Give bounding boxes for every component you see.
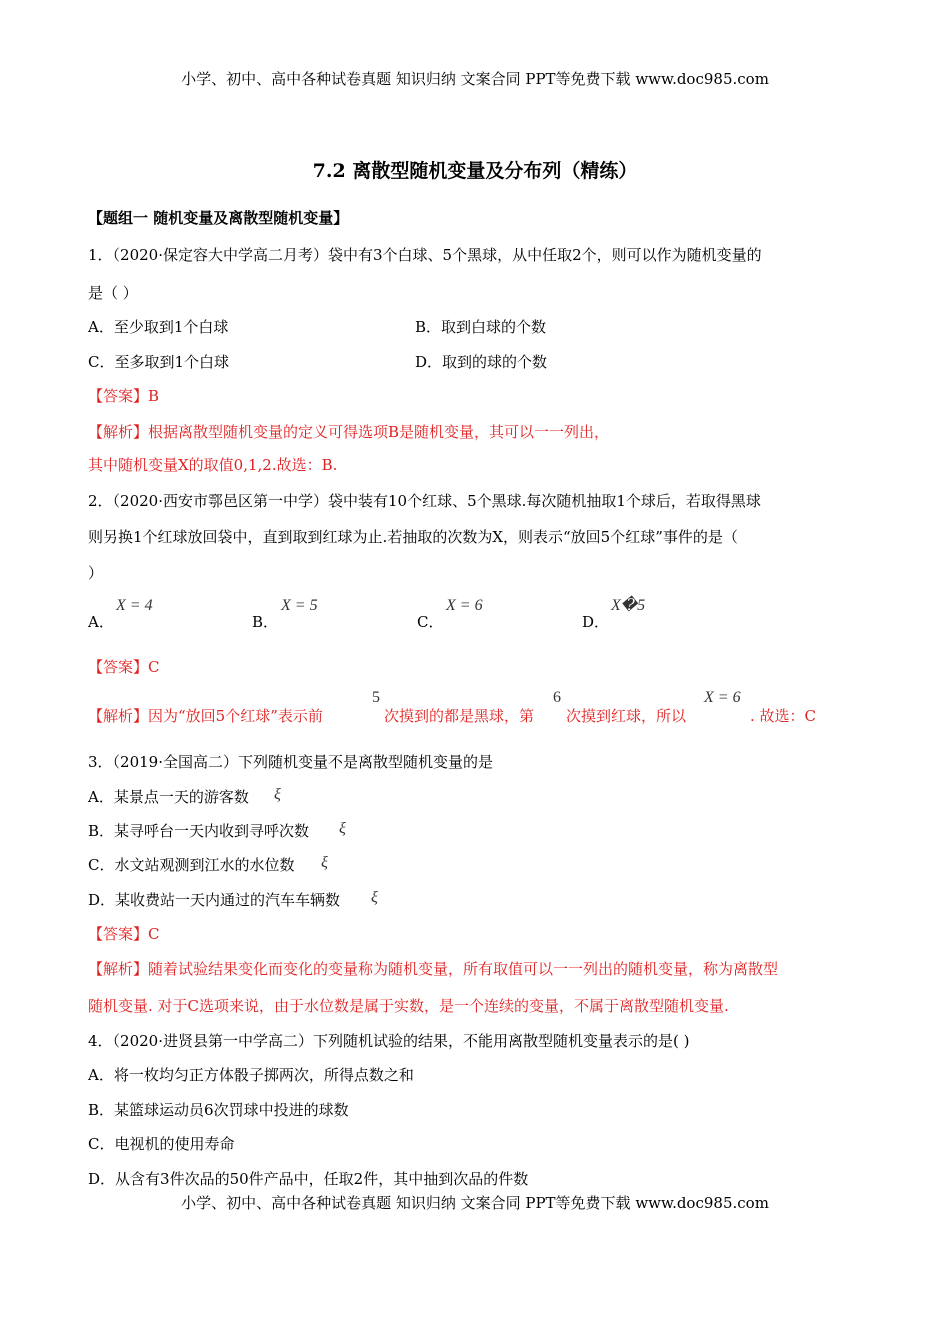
q1-stem-line1: 1．（2020·保定容大中学高二月考）袋中有3个白球、5个黑球，从中任取2个，则可以作为随机变量的: [88, 246, 762, 264]
q2-analysis-num1: 5: [372, 689, 380, 706]
q2-option-b-label: B．: [252, 613, 279, 631]
q3-option-a: A．某景点一天的游客数: [88, 788, 249, 806]
q3-answer: 【答案】C: [88, 925, 160, 943]
q3-stem: 3．（2019·全国高二）下列随机变量不是离散型随机变量的是: [88, 753, 493, 771]
q3-option-b: B．某寻呼台一天内收到寻呼次数: [88, 822, 310, 840]
q2-analysis-part2: 次摸到的都是黑球，第: [384, 707, 535, 725]
q2-answer: 【答案】C: [88, 658, 160, 676]
q4-option-d: D．从含有3件次品的50件产品中，任取2件，其中抽到次品的件数: [88, 1170, 529, 1188]
q3-option-b-xi: ξ: [339, 820, 346, 837]
q2-analysis-math: X = 6: [704, 689, 741, 706]
q2-option-d-label: D．: [582, 613, 610, 631]
q1-option-d: D．取到的球的个数: [415, 353, 548, 371]
q4-option-a: A．将一枚均匀正方体骰子掷两次，所得点数之和: [88, 1066, 414, 1084]
q2-stem-line3: ）: [88, 564, 104, 582]
q1-option-b: B．取到白球的个数: [415, 318, 547, 336]
q1-analysis-line2: 其中随机变量X的取值0,1,2.故选：B.: [88, 456, 338, 474]
q3-option-c: C．水文站观测到江水的水位数: [88, 856, 295, 874]
q4-option-c: C．电视机的使用寿命: [88, 1135, 235, 1153]
q2-analysis-part3: 次摸到红球，所以: [566, 707, 687, 725]
q2-option-c-math: X = 6: [446, 597, 483, 614]
q4-stem: 4．（2020·进贤县第一中学高二）下列随机试验的结果，不能用离散型随机变量表示的是( ): [88, 1032, 690, 1050]
section-heading: 【题组一 随机变量及离散型随机变量】: [88, 209, 349, 227]
page-header: 小学、初中、高中各种试卷真题 知识归纳 文案合同 PPT等免费下载 www.doc985.com: [181, 70, 769, 88]
q3-analysis-line2: 随机变量. 对于C选项来说，由于水位数是属于实数，是一个连续的变量，不属于离散型随机变量.: [88, 997, 729, 1015]
q3-option-d: D．某收费站一天内通过的汽车车辆数: [88, 891, 341, 909]
q1-option-a: A．至少取到1个白球: [88, 318, 229, 336]
q3-option-d-xi: ξ: [371, 889, 378, 906]
q1-analysis-line1: 【解析】根据离散型随机变量的定义可得选项B是随机变量，其可以一一列出，: [88, 423, 610, 441]
q2-stem-line1: 2．（2020·西安市鄠邑区第一中学）袋中装有10个红球、5个黑球.每次随机抽取1个球后，若取得黑球: [88, 492, 761, 510]
q2-option-d-math: X�5: [611, 597, 646, 614]
q2-option-a-math: X = 4: [116, 597, 153, 614]
q3-option-c-xi: ξ: [321, 854, 328, 871]
q2-analysis-num2: 6: [553, 689, 561, 706]
q1-stem-line2: 是（ ）: [88, 284, 138, 302]
q2-stem-line2: 则另换1个红球放回袋中，直到取到红球为止.若抽取的次数为X，则表示“放回5个红球”事件的是（: [88, 528, 738, 546]
q2-option-c-label: C．: [417, 613, 444, 631]
page-footer: 小学、初中、高中各种试卷真题 知识归纳 文案合同 PPT等免费下载 www.doc985.com: [181, 1194, 769, 1212]
q2-option-b-math: X = 5: [281, 597, 318, 614]
q2-analysis-part1: 【解析】因为“放回5个红球”表示前: [88, 707, 323, 725]
q3-analysis-line1: 【解析】随着试验结果变化而变化的变量称为随机变量，所有取值可以一一列出的随机变量，称为离散型: [88, 960, 779, 978]
q2-analysis-part4: . 故选：C: [750, 707, 817, 725]
q1-option-c: C．至多取到1个白球: [88, 353, 230, 371]
q3-option-a-xi: ξ: [274, 786, 281, 803]
page-title: 7.2 离散型随机变量及分布列（精练）: [312, 160, 638, 182]
q2-option-a-label: A．: [88, 613, 114, 631]
q4-option-b: B．某篮球运动员6次罚球中投进的球数: [88, 1101, 349, 1119]
q1-answer: 【答案】B: [88, 387, 160, 405]
